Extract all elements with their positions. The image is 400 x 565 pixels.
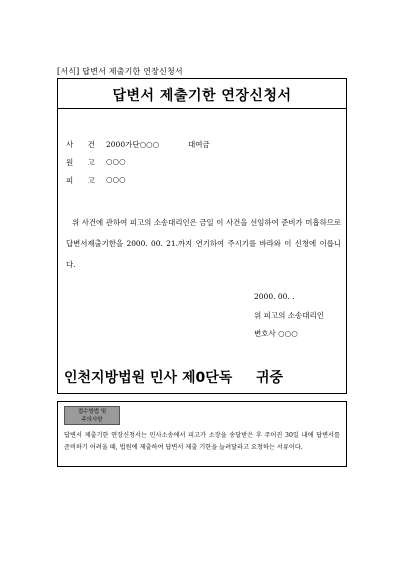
request-body: 위 사건에 관하여 피고의 소송대리인은 금일 이 사건을 선임하여 준비가 미흡하므로 답변서제출기한을 2000. 00. 21.까지 연기하여 주시기를 바라와 이 신청에 이릅니다. (66, 218, 341, 269)
notes-badge-line2: 주의사항 (81, 417, 103, 423)
filing-date: 2000. 00. . (254, 292, 295, 301)
plaintiff-label: 원 고 (66, 158, 101, 167)
signer-name: 변호사 ○○○ (254, 329, 298, 338)
defendant-name: ○○○ (106, 175, 126, 184)
defendant-label: 피 고 (66, 176, 101, 185)
notes-text: 답변서 제출기한 연장신청서는 민사소송에서 피고가 소장을 송달받은 후 주어진 30일 내에 답변서를 준비하기 어려울 때, 법원에 제출하여 답변서 제출 기한을 늘려달라고 요청하는 서류이다. (64, 432, 340, 451)
title-divider (58, 108, 346, 109)
notes-badge (64, 406, 120, 425)
court-name: 인천지방법원 민사 제0단독 (64, 370, 233, 386)
filing-notes-box (57, 401, 347, 467)
claim-type: 대여금 (188, 140, 210, 149)
plaintiff-name: ○○○ (106, 157, 126, 166)
application-form (57, 78, 347, 394)
notes-badge-line1: 접수방법 및 (77, 409, 107, 415)
case-label: 사 건 (66, 140, 101, 149)
signer-role: 위 피고의 소송대리인 (254, 311, 324, 320)
case-number: 2000가단○○○ (106, 140, 160, 149)
form-label: [서식] 답변서 제출기한 연장신청서 (57, 67, 183, 76)
document-title: 답변서 제출기한 연장신청서 (112, 88, 292, 104)
court-addressee: 귀중 (256, 370, 284, 386)
